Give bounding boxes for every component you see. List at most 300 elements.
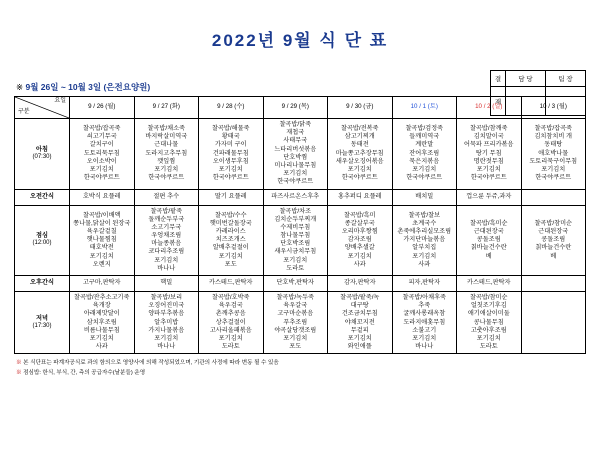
row-label-time: (07:30): [32, 153, 52, 160]
menu-item-list: [199, 279, 263, 287]
period-text: 9월 26일 ~ 10월 3일 (은전요양원): [25, 82, 151, 92]
menu-item: 깻잎찜: [157, 157, 176, 165]
menu-item: 도라지애홋무침: [403, 318, 446, 326]
date-header-5: 10 / 1 (토): [392, 97, 457, 119]
menu-item: 콩나물무침: [473, 318, 504, 326]
menu-cell[interactable]: [328, 292, 393, 354]
menu-item: 푸추조림: [283, 318, 308, 326]
menu-item: 베: [485, 252, 492, 260]
menu-item: 절편 추수: [153, 192, 180, 200]
menu-item: 찰곡밥/잡곡죽: [82, 125, 121, 133]
menu-cell[interactable]: [134, 292, 199, 354]
menu-cell[interactable]: [328, 189, 393, 205]
menu-item: 새우시금치무침: [274, 248, 317, 256]
menu-item: 오렌지: [92, 260, 111, 268]
menu-document-page: [0, 26, 600, 450]
row-label-name: 아침: [36, 145, 48, 153]
menu-item: 포기김치: [283, 170, 308, 178]
menu-item: 초계국수: [412, 219, 437, 227]
menu-cell[interactable]: [70, 189, 135, 205]
menu-item: 찰곡밥/이배액: [82, 211, 121, 219]
approval-row-label-1: 결: [491, 71, 506, 87]
row-label-1: [15, 189, 70, 205]
menu-item: 햇나물찜침: [86, 236, 117, 244]
menu-item: 포도: [224, 260, 237, 268]
menu-item: 도토리묵구이무침: [529, 157, 578, 165]
menu-item: 카스테드,판탁자: [208, 279, 253, 287]
date-header-2: 9 / 28 (수): [199, 97, 264, 119]
menu-item: 사과: [353, 260, 366, 268]
menu-item: 촌죽에추리실모조림: [397, 227, 452, 235]
menu-item-list: [523, 220, 585, 261]
menu-item: 오징어진미국: [148, 302, 185, 310]
menu-item: 상추걸절이: [215, 318, 246, 326]
corner-label-category: 구분: [18, 109, 30, 116]
menu-cell[interactable]: [457, 119, 522, 190]
menu-item: 찰곡밥/찰보: [408, 211, 441, 219]
menu-item: 포기김치: [412, 252, 437, 260]
menu-item: 포기김치: [89, 252, 114, 260]
approval-signature-cell-1[interactable]: [506, 87, 546, 116]
menu-item: 한국야쿠르트: [535, 174, 572, 182]
menu-item-list: [328, 193, 392, 201]
menu-item: 한국야쿠르트: [277, 178, 314, 186]
approval-col-header-1: 담 당: [506, 71, 546, 87]
menu-item: 포기김치: [218, 252, 243, 260]
menu-item-list: [393, 279, 457, 287]
menu-item: 콩돌조림: [476, 236, 501, 244]
menu-item: 고구마,판탁자: [82, 279, 121, 287]
menu-item: 바나나: [157, 343, 176, 351]
table-row: [15, 189, 586, 205]
menu-item: 소불고기: [412, 326, 437, 334]
menu-item-list: [329, 294, 391, 351]
menu-item: 포기김치: [412, 166, 437, 174]
menu-cell[interactable]: [263, 189, 328, 205]
menu-item: 오이생무후침: [212, 157, 249, 165]
menu-cell[interactable]: [134, 205, 199, 276]
menu-item: 찰곡밥/팥죽: [150, 207, 183, 215]
menu-item: 포기김치: [412, 334, 437, 342]
menu-item: 찰곡밥/흑미: [343, 211, 376, 219]
menu-item-list: [264, 279, 328, 287]
row-label-time: (12:00): [32, 240, 52, 247]
menu-item: 참나물무침: [280, 232, 311, 240]
menu-item: 호박식 요플레: [82, 192, 121, 200]
menu-cell[interactable]: [392, 292, 457, 354]
menu-item-list: [458, 294, 520, 351]
menu-item: 애호박나물: [538, 149, 569, 157]
menu-item: 단호박찜: [283, 153, 308, 161]
menu-cell[interactable]: [199, 119, 264, 190]
menu-item: 묵은지볶음: [409, 157, 440, 165]
menu-item: 김치말이국: [473, 133, 504, 141]
menu-item: 무겉피: [350, 326, 369, 334]
menu-item-list: [135, 279, 199, 287]
menu-item: 코다리추조림: [148, 248, 185, 256]
menu-item: 양파부추볶음: [148, 310, 185, 318]
menu-item: 찰곡밥/차조: [279, 207, 312, 215]
menu-item: 포기김치: [476, 334, 501, 342]
menu-item: 단호박조림: [280, 240, 311, 248]
menu-item: 베: [550, 252, 557, 260]
menu-cell[interactable]: [521, 292, 586, 354]
menu-item-list: [136, 208, 198, 274]
menu-cell[interactable]: [392, 119, 457, 190]
menu-item: 고사리올패볶음: [209, 326, 252, 334]
menu-item: 알배추겉절이: [212, 244, 249, 252]
menu-item: 아래제맛달이: [83, 310, 120, 318]
menu-item: 근대된장국: [538, 227, 569, 235]
menu-cell[interactable]: [521, 276, 586, 292]
menu-table: [14, 96, 586, 354]
period-mark: ※: [16, 82, 24, 92]
menu-item: 찰곡밥/수수: [214, 211, 247, 219]
menu-item: 딸기 요플레: [214, 192, 247, 200]
menu-cell[interactable]: [70, 119, 135, 190]
menu-item: 탕기 무침: [475, 149, 502, 157]
menu-cell[interactable]: [134, 119, 199, 190]
menu-item: 계란말: [415, 141, 434, 149]
menu-item: 명란젓무침: [473, 157, 504, 165]
menu-item: 새우살오징어볶음: [335, 157, 384, 165]
menu-item: 삼치후조림: [86, 318, 117, 326]
date-header-4: 9 / 30 (금): [328, 97, 393, 119]
menu-item: 건조금치무침: [341, 310, 378, 318]
menu-item-list: [200, 125, 262, 182]
menu-item: 포기김치: [347, 166, 372, 174]
row-label-2: [15, 205, 70, 276]
menu-cell[interactable]: [521, 205, 586, 276]
menu-cell[interactable]: [328, 276, 393, 292]
menu-item: 햇미번갈돌장국: [209, 219, 252, 227]
menu-item: 한국야쿠르트: [83, 174, 120, 182]
menu-item: 느타리버섯볶음: [274, 145, 317, 153]
menu-item: 한국야쿠르트: [148, 174, 185, 182]
menu-item-list: [457, 279, 521, 287]
row-label-name: 저녁: [36, 314, 48, 322]
menu-item: 쫑나물,닭살이 된장국: [73, 219, 131, 227]
menu-item: 애기애살이미둘: [467, 310, 510, 318]
menu-item: 도라지고추무침: [145, 149, 188, 157]
menu-item: 카스테드,판탁자: [466, 279, 511, 287]
menu-item: 포기김치: [283, 256, 308, 264]
menu-item-list: [199, 193, 263, 201]
table-row: [15, 292, 586, 354]
menu-item-list: [328, 279, 392, 287]
menu-item: 도라토: [479, 343, 498, 351]
footnote-text: 본 식단표는 파계자공식료 과의 함의으로 영양사에 의해 작성되었으며, 기관의 사정에 따라 변동 될 수 있음: [23, 360, 279, 367]
menu-item: 칡바늘건수란: [470, 244, 507, 252]
menu-item: 가자미 구이: [214, 141, 247, 149]
table-row: [15, 276, 586, 292]
menu-item: 감자,판탁자: [343, 279, 376, 287]
menu-item: 가지나물볶음: [148, 326, 185, 334]
menu-item: 배치밀: [415, 192, 434, 200]
menu-item-list: [393, 193, 457, 201]
menu-item: 찰곡밥/참미순: [534, 219, 573, 227]
menu-item-list: [71, 294, 133, 351]
menu-item: 재첩국: [286, 129, 305, 137]
menu-item: 육우갈겉칠: [86, 227, 117, 235]
menu-item-list: [457, 193, 521, 201]
menu-item: 동태탕: [544, 141, 563, 149]
menu-cell[interactable]: [70, 276, 135, 292]
menu-cell[interactable]: [263, 205, 328, 276]
menu-item-list: [70, 279, 134, 287]
menu-item: 우엉채조림: [151, 232, 182, 240]
menu-cell[interactable]: [263, 119, 328, 190]
approval-stamp-box: [490, 70, 586, 116]
menu-item: 찰곡밥/채소죽: [147, 125, 186, 133]
menu-item-list: [458, 125, 520, 182]
menu-item: 육우검국: [218, 302, 243, 310]
menu-cell[interactable]: [521, 189, 586, 205]
menu-item: 포기김치: [283, 334, 308, 342]
menu-cell[interactable]: [263, 276, 328, 292]
menu-item-list: [329, 125, 391, 182]
menu-item: 포기김치: [154, 256, 179, 264]
menu-item: 포기김치: [218, 166, 243, 174]
menu-item-list: [329, 212, 391, 269]
menu-item: 동태전: [350, 141, 369, 149]
menu-item: 쇠고기무국: [86, 133, 117, 141]
menu-item: 들깨미역국: [409, 133, 440, 141]
menu-item-list: [265, 121, 327, 187]
menu-item: 건파래물무침: [212, 149, 249, 157]
menu-item: 촌깨추콩음: [215, 310, 246, 318]
menu-item: 껍으룬 두쥬,과자: [466, 192, 512, 200]
menu-item: 포기김치: [347, 252, 372, 260]
menu-item: 김치참치비 개: [534, 133, 573, 141]
menu-item: 얼칫조기후김: [470, 302, 507, 310]
row-label-time: (17:30): [32, 322, 52, 329]
menu-item-list: [265, 208, 327, 274]
date-header-3: 9 / 29 (목): [263, 97, 328, 119]
menu-item: 오이소박이: [86, 157, 117, 165]
menu-table-body: [15, 119, 586, 354]
menu-item: 칡바늘건수란: [535, 244, 572, 252]
approval-signature-cell-2[interactable]: [546, 87, 586, 116]
menu-item: 소고기무국: [151, 223, 182, 231]
menu-item: 육개장: [92, 302, 111, 310]
row-label-name: 오전간식: [30, 192, 54, 200]
menu-item-list: [136, 294, 198, 351]
menu-item: 삼고기찌개: [344, 133, 375, 141]
menu-item: 포기김치: [218, 334, 243, 342]
menu-item: 찰곡밥/검정죽: [405, 125, 444, 133]
menu-cell[interactable]: [199, 189, 264, 205]
menu-item: 포기김치: [154, 334, 179, 342]
table-corner-cell: [15, 97, 70, 119]
menu-item: 비름나물무침: [83, 326, 120, 334]
row-label-name: 오후간식: [30, 279, 54, 287]
menu-cell[interactable]: [457, 189, 522, 205]
menu-item: 갈치구이: [89, 141, 114, 149]
menu-item: 고춧아후조림: [470, 326, 507, 334]
menu-item: 단호박,판탁자: [276, 279, 315, 287]
menu-item-list: [394, 125, 456, 182]
menu-cell[interactable]: [199, 205, 264, 276]
menu-item: 양배추샐갈: [344, 244, 375, 252]
page-title: 2022년 9월 식 단 표: [211, 31, 389, 50]
menu-item: 감자조림: [347, 236, 372, 244]
menu-cell[interactable]: [199, 276, 264, 292]
menu-item: 근대된장국: [473, 227, 504, 235]
menu-item: 찰곡밥/잔추소고기죽: [73, 294, 130, 301]
menu-item: 어묵파 프리카볶음: [463, 141, 514, 149]
menu-item: 파즈사르온스후추: [271, 192, 320, 200]
menu-item: 대구탕: [350, 302, 369, 310]
menu-item: 한국야쿠르트: [470, 174, 507, 182]
menu-cell[interactable]: [457, 276, 522, 292]
menu-item: 수제비무침: [280, 223, 311, 231]
menu-item-list: [136, 125, 198, 182]
menu-item: 와인애플: [347, 343, 372, 351]
menu-item: 찰곡밥/흑미순: [469, 219, 508, 227]
menu-item: 찰곡밥/호박죽: [211, 294, 250, 301]
menu-item: 근대나물: [154, 141, 179, 149]
menu-item: 찰곡밥/참깨죽: [469, 125, 508, 133]
menu-item: 포기김치: [476, 166, 501, 174]
menu-item-list: [264, 193, 328, 201]
menu-item-list: [70, 193, 134, 201]
footnotes: [16, 359, 600, 377]
menu-item: 고구마순볶음: [277, 310, 314, 318]
menu-item: 카레라이스: [215, 227, 246, 235]
menu-cell[interactable]: [392, 189, 457, 205]
menu-item: 포기김치: [89, 334, 114, 342]
menu-cell[interactable]: [263, 292, 328, 354]
approval-col-header-2: 팀 장: [546, 71, 586, 87]
menu-item: 황태국: [221, 133, 240, 141]
row-label-3: [15, 276, 70, 292]
menu-item-list: [200, 212, 262, 269]
date-header-1: 9 / 27 (화): [134, 97, 199, 119]
menu-item: 알추미밥: [154, 318, 179, 326]
menu-cell[interactable]: [70, 205, 135, 276]
footnote-mark: ※: [16, 360, 24, 367]
date-header-0: 9 / 26 (월): [70, 97, 135, 119]
menu-cell[interactable]: [521, 119, 586, 190]
menu-item: 도라토: [221, 343, 240, 351]
menu-item: 오리마후짱찜: [341, 227, 378, 235]
approval-row-label-2: 재: [491, 87, 506, 116]
menu-item: 마늘쫑고추장무침: [335, 149, 384, 157]
menu-item: 포도: [289, 343, 302, 351]
footnote-1: [16, 369, 600, 377]
menu-item: 찰곡밥/녹두죽: [276, 294, 315, 301]
menu-item: 태호박전: [89, 244, 114, 252]
menu-item: 포기김치: [89, 166, 114, 174]
menu-item: 포기김치: [347, 334, 372, 342]
menu-cell[interactable]: [134, 276, 199, 292]
footnote-text: 점심밥: 한식, 부식, 간, 측의 공급자수(날분들) 운영: [23, 369, 146, 376]
menu-item: 사태무국: [283, 137, 308, 145]
menu-item: 콩돌조림: [541, 236, 566, 244]
corner-label-day: 요일: [54, 98, 66, 104]
menu-item-list: [458, 220, 520, 261]
menu-item: 김치순두부찌개: [274, 215, 317, 223]
menu-item: 도라토: [286, 264, 305, 272]
menu-item-list: [71, 125, 133, 182]
menu-item: 찰곡밥/전복죽: [340, 125, 379, 133]
menu-cell[interactable]: [70, 292, 135, 354]
menu-item: 가지단마늘볶음: [403, 236, 446, 244]
row-label-name: 점심: [36, 232, 48, 240]
menu-item: 찰곡밥/참미순: [469, 294, 508, 301]
menu-item: 굴깨사롱래옥참: [403, 310, 446, 318]
menu-item: 종갈살부국: [344, 219, 375, 227]
menu-item-list: [265, 294, 327, 351]
menu-item: 찰곡밥/잡곡죽: [534, 125, 573, 133]
menu-item: 찰곡밥/팥죽/녹: [340, 294, 380, 301]
menu-item: 육우갈국: [283, 302, 308, 310]
menu-cell[interactable]: [328, 119, 393, 190]
menu-item: 바지락살미역국: [145, 133, 188, 141]
menu-item: 찰곡밥/보리: [150, 294, 183, 301]
row-label-4: [15, 292, 70, 354]
menu-item: 포기김치: [541, 166, 566, 174]
table-row: [15, 119, 586, 190]
menu-item: 바나나: [157, 264, 176, 272]
menu-item: 핵밀: [160, 279, 173, 287]
menu-cell[interactable]: [392, 276, 457, 292]
menu-item: 찰곡밥/해물죽: [211, 125, 250, 133]
table-row: [15, 205, 586, 276]
menu-cell[interactable]: [457, 292, 522, 354]
date-header-6: 10 / 2 (일): [457, 97, 522, 119]
menu-item-list: [523, 125, 585, 182]
menu-item: 찰곡밥/닭죽: [279, 121, 312, 128]
menu-item: 한국야쿠르트: [406, 174, 443, 182]
menu-item: 한국야쿠르트: [212, 174, 249, 182]
row-label-0: [15, 119, 70, 190]
menu-cell[interactable]: [134, 189, 199, 205]
menu-item: 추죽: [418, 302, 431, 310]
menu-item: 잔어후조림: [409, 149, 440, 157]
menu-cell[interactable]: [328, 205, 393, 276]
menu-item: 도토리묵무침: [83, 149, 120, 157]
date-header-7: 10 / 3 (월): [521, 97, 586, 119]
menu-item-list: [394, 294, 456, 351]
menu-item-list: [200, 294, 262, 351]
footnote-0: [16, 359, 600, 367]
menu-item: 바나나: [415, 343, 434, 351]
menu-item: 마늘종볶음: [151, 240, 182, 248]
menu-item: 치즈조개스: [215, 236, 246, 244]
menu-item: 야채꼬지전: [344, 318, 375, 326]
footnote-mark: ※: [16, 369, 24, 376]
menu-item: 사과: [95, 343, 108, 351]
menu-item: 포기김치: [154, 166, 179, 174]
menu-cell[interactable]: [392, 205, 457, 276]
menu-item: 돌깨순두부국: [148, 215, 185, 223]
menu-cell[interactable]: [199, 292, 264, 354]
menu-item: 야곡살당갯조림: [274, 326, 317, 334]
menu-item-list: [71, 212, 133, 269]
menu-cell[interactable]: [457, 205, 522, 276]
menu-item: 사과: [418, 260, 431, 268]
menu-item: 피자,판탁자: [408, 279, 441, 287]
menu-item: 한국야쿠르트: [341, 174, 378, 182]
menu-item: 알부치집: [412, 244, 437, 252]
menu-item-list: [394, 212, 456, 269]
menu-item: 미나리나물무침: [274, 161, 317, 169]
menu-item: 찰곡밥/아채후죽: [402, 294, 447, 301]
menu-item-list: [135, 193, 199, 201]
menu-item: 홍추퍼디 요플레: [337, 192, 382, 200]
